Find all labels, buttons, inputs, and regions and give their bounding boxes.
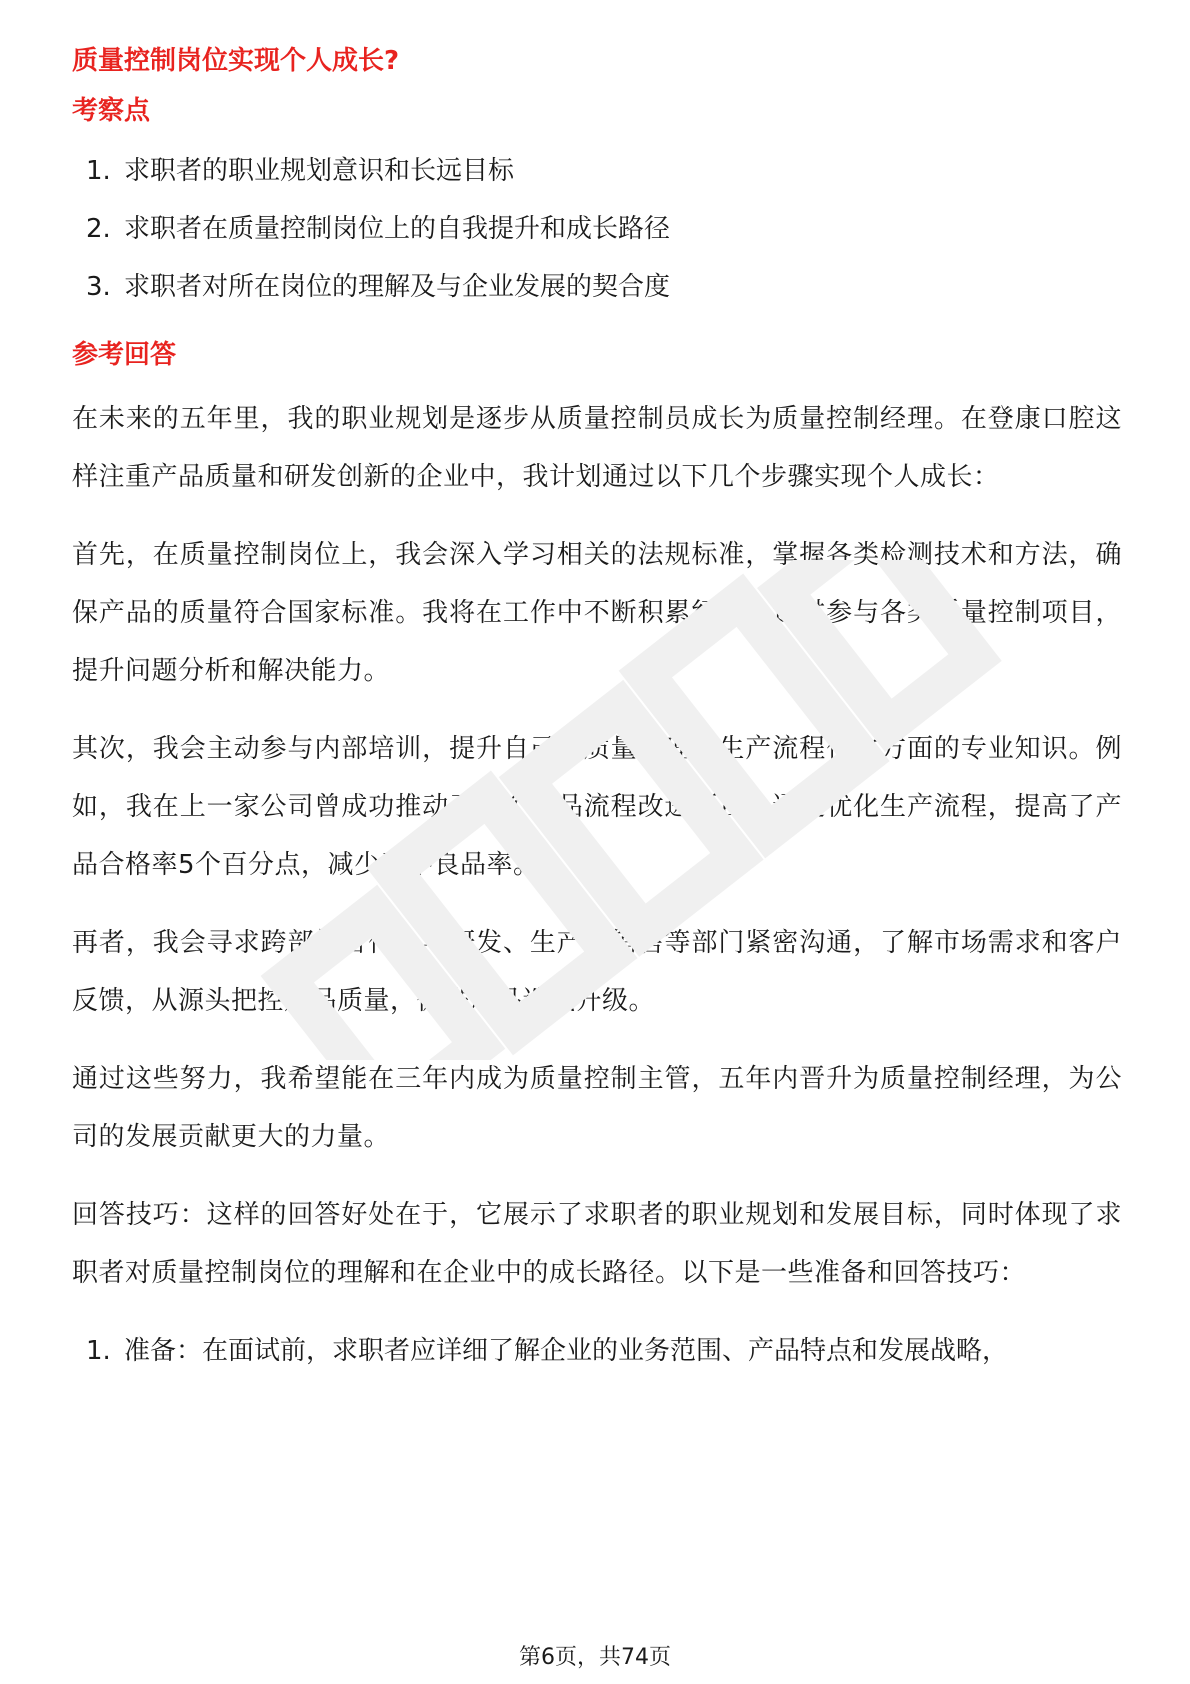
list-item [72, 1322, 1122, 1380]
list-item [72, 258, 1122, 316]
answer-tips-paragraph: 回答技巧：这样的回答好处在于，它展示了求职者的职业规划和发展目标，同时体现了求职者对质量控制岗位的理解和在企业中的成长路径。以下是一些准备和回答技巧： [72, 1200, 1122, 1288]
answer-paragraph: 首先，在质量控制岗位上，我会深入学习相关的法规标准，掌握各类检测技术和方法，确保产品的质量符合国家标准。我将在工作中不断积累经验，通过参与各类质量控制项目，提升问题分析和解决能力。 [72, 540, 1122, 686]
answer-paragraph: 通过这些努力，我希望能在三年内成为质量控制主管，五年内晋升为质量控制经理，为公司的发展贡献更大的力量。 [72, 1064, 1122, 1152]
answer-paragraph: 在未来的五年里，我的职业规划是逐步从质量控制员成长为质量控制经理。在登康口腔这样注重产品质量和研发创新的企业中，我计划通过以下几个步骤实现个人成长： [72, 404, 1122, 492]
list-item-text: 求职者在质量控制岗位上的自我提升和成长路径 [124, 214, 671, 244]
list-item-text: 求职者的职业规划意识和长远目标 [124, 156, 515, 186]
list-item-number: 1. [86, 156, 111, 186]
examination-points-list [72, 142, 1122, 316]
section-heading-examination-points: 考察点 [72, 96, 151, 126]
list-item [72, 200, 1122, 258]
list-item-text: 求职者对所在岗位的理解及与企业发展的契合度 [124, 272, 671, 302]
page-title: 质量控制岗位实现个人成长? [72, 46, 400, 76]
list-item-number: 1. [86, 1336, 111, 1366]
list-item [72, 142, 1122, 200]
answer-paragraph: 再者，我会寻求跨部门合作，与研发、生产、销售等部门紧密沟通，了解市场需求和客户反馈，从源头把控产品质量，促进产品迭代升级。 [72, 928, 1122, 1016]
tips-list [72, 1322, 1122, 1380]
section-heading-reference-answer: 参考回答 [72, 340, 177, 370]
answer-paragraph: 其次，我会主动参与内部培训，提升自己在质量管理、生产流程优化方面的专业知识。例如，我在上一家公司曾成功推动了一个产品流程改进项目，通过优化生产流程，提高了产品合格率5个百分点，减少了不良品率。 [72, 734, 1122, 880]
page-footer: 第6页，共74页 [519, 1645, 671, 1670]
list-item-text: 准备：在面试前，求职者应详细了解企业的业务范围、产品特点和发展战略， [124, 1336, 1009, 1366]
list-item-number: 2. [86, 214, 111, 244]
list-item-number: 3. [86, 272, 111, 302]
document-page [72, 44, 1122, 1380]
